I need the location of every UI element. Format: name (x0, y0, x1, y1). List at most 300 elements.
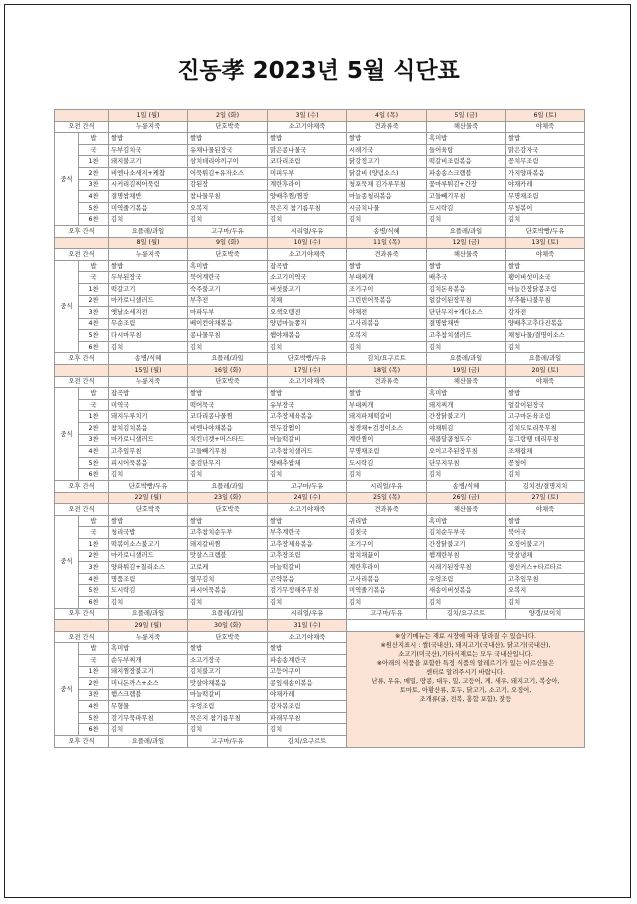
dish-cell: 꽃마루튀김+간장 (427, 179, 506, 191)
dish-cell: 계란찜이 (347, 434, 427, 446)
dish-type-label: 밥 (79, 515, 109, 527)
meal-row (55, 156, 585, 168)
dish-cell: 미역줄기볶음 (109, 202, 188, 214)
meal-row (55, 133, 585, 145)
morning-snack-cell: 견과류죽 (347, 249, 427, 261)
date-cell: 12일 (금) (427, 237, 506, 249)
dish-cell: 김치 (188, 469, 268, 481)
dish-cell: 파송송계란국 (268, 654, 347, 666)
dish-type-label: 4찬 (79, 318, 109, 330)
dish-cell: 오복지 (347, 330, 427, 342)
date-cell: 25일 (목) (347, 492, 427, 504)
dish-cell: 순두부찌개 (109, 654, 188, 666)
dish-cell: 김치 (427, 341, 506, 353)
dish-type-label: 3찬 (79, 434, 109, 446)
meal-row (55, 144, 585, 156)
dish-cell: 연두감쩜이 (268, 423, 347, 435)
dish-cell: 참치채끓이 (347, 550, 427, 562)
dish-cell: 돼지두루치기 (109, 411, 188, 423)
dish-type-label: 국 (79, 654, 109, 666)
dish-cell: 쌀밥 (268, 388, 347, 400)
dish-cell: 마늘떡갈비 (268, 562, 347, 574)
dish-cell: 김치돈육볶음 (427, 283, 506, 295)
morning-snack-cell: 견과류죽 (347, 121, 427, 133)
meal-row (55, 191, 585, 203)
meal-row (55, 423, 585, 435)
date-cell: 6일 (토) (506, 110, 585, 122)
dish-cell: 고추참치샐러드 (268, 446, 347, 458)
morning-snack-cell: 단호박죽 (188, 631, 268, 643)
dish-cell: 맛살스크램블 (188, 550, 268, 562)
dish-cell: 단단무지+개다소스 (427, 307, 506, 319)
dish-cell: 맑은감자국 (506, 144, 585, 156)
dish-type-label: 1찬 (79, 666, 109, 678)
afternoon-snack-cell: 김치/요구르트 (268, 736, 347, 748)
dish-cell: 쌀밥 (109, 260, 188, 272)
dish-cell: 무명채조림 (506, 191, 585, 203)
dish-cell: 도시락김 (427, 202, 506, 214)
date-row (55, 365, 585, 377)
dish-cell: 돼지불고기 (109, 156, 188, 168)
morning-snack-cell: 누룽지죽 (109, 249, 188, 261)
meal-row (55, 411, 585, 423)
dish-type-label: 4찬 (79, 446, 109, 458)
afternoon-snack-cell: 시리얼/우유 (268, 225, 347, 237)
afternoon-snack-row (55, 353, 585, 365)
notice-line: 센터로 알려주시기 바랍니다. (426, 668, 505, 676)
dish-cell: 양배추고추다진볶음 (506, 318, 585, 330)
dish-cell: 쌀밥 (506, 260, 585, 272)
dish-cell: 오색오뎅전 (268, 307, 347, 319)
dish-cell: 양배추쌈채 (268, 457, 347, 469)
date-row-corner (55, 110, 109, 122)
dish-cell: 종검단무지 (188, 457, 268, 469)
meal-row (55, 573, 585, 585)
dish-cell: 김치 (109, 724, 188, 736)
meal-row (55, 283, 585, 295)
dish-type-label: 국 (79, 144, 109, 156)
afternoon-snack-label: 오후 간식 (55, 736, 109, 748)
dish-cell: 흑미밥 (427, 388, 506, 400)
morning-snack-label: 오전 간식 (55, 121, 109, 133)
dish-cell: 떡어묵국 (188, 399, 268, 411)
dish-type-label: 1찬 (79, 411, 109, 423)
dish-cell: 닭강정고기 (347, 156, 427, 168)
afternoon-snack-cell: 김치/요구르트 (427, 608, 506, 620)
dish-cell: 부대찌개 (347, 272, 427, 284)
dish-cell: 비엔나야채볶음 (188, 423, 268, 435)
morning-snack-label: 오전 간식 (55, 631, 109, 643)
dish-cell: 단무지무침 (427, 457, 506, 469)
afternoon-snack-cell: 요플레/과일 (109, 608, 188, 620)
dish-cell: 김치 (268, 341, 347, 353)
dish-cell: 마카로니샐러드 (109, 550, 188, 562)
dish-cell: 팽이버섯미소국 (506, 272, 585, 284)
dish-cell: 야채전 (347, 307, 427, 319)
dish-cell: 고추장조림 (268, 550, 347, 562)
date-row-corner (55, 237, 109, 249)
dish-cell: 돼지찌개 (427, 399, 506, 411)
afternoon-snack-cell: 고구마/두유 (188, 225, 268, 237)
dish-cell: 오이고추된장무침 (427, 446, 506, 458)
dish-type-label: 2찬 (79, 678, 109, 690)
dish-cell: 숙주불고기 (188, 283, 268, 295)
dish-type-label: 3찬 (79, 307, 109, 319)
dish-cell: 김치도토리묵무침 (506, 423, 585, 435)
afternoon-snack-label: 오후 간식 (55, 608, 109, 620)
dish-cell: 얼갈이된장국 (506, 399, 585, 411)
dish-cell: 야채튀김 (427, 423, 506, 435)
dish-cell: 쌀밥 (188, 515, 268, 527)
dish-type-label: 1찬 (79, 538, 109, 550)
dish-cell: 얼갈이된장무침 (427, 295, 506, 307)
dish-cell: 고들빼기무침 (188, 446, 268, 458)
notice-line: 소고기(미국산),기타식재료는 모두 국내산입니다. (398, 650, 533, 658)
morning-snack-cell: 야채죽 (506, 504, 585, 516)
dish-cell: 부추튬니불무침 (506, 295, 585, 307)
dish-cell: 열무김치 (188, 573, 268, 585)
dish-cell: 베이컨야채볶음 (188, 318, 268, 330)
dish-cell: 조기구이 (347, 538, 427, 550)
dish-cell: 쌀밥 (506, 388, 585, 400)
dish-type-label: 국 (79, 272, 109, 284)
dish-cell: 돼지파채떡갈비 (347, 411, 427, 423)
dish-cell: 떡볶이소스불고기 (109, 538, 188, 550)
morning-snack-cell: 누룽지죽 (109, 376, 188, 388)
dish-cell: 오복지 (506, 585, 585, 597)
dish-cell: 무순조림 (109, 318, 188, 330)
meal-row (55, 272, 585, 284)
dish-type-label: 1찬 (79, 283, 109, 295)
dish-cell: 김치 (427, 214, 506, 226)
date-cell: 31일 (수) (268, 620, 347, 632)
dish-cell: 피시어묵볶음 (109, 457, 188, 469)
morning-snack-cell: 야채죽 (506, 376, 585, 388)
dish-cell: 고추장제육볶음 (268, 538, 347, 550)
dish-cell: 조채잡채 (506, 446, 585, 458)
dish-cell: 무청볶이 (506, 202, 585, 214)
meal-row (55, 202, 585, 214)
dish-cell: 맛살냉채 (506, 550, 585, 562)
dish-cell: 고구마돈육조림 (506, 411, 585, 423)
dish-type-label: 밥 (79, 133, 109, 145)
dish-cell: 김치 (347, 214, 427, 226)
date-row (55, 110, 585, 122)
notice-line: ※상기메뉴는 재료 시장에 따라 달라질 수 있습니다. (395, 632, 536, 640)
morning-snack-cell: 누룽지죽 (109, 631, 188, 643)
dish-cell: 생선커스+타르타르 (506, 562, 585, 574)
dish-cell: 김치 (506, 596, 585, 608)
afternoon-snack-cell: 단호박빵/두유 (268, 353, 347, 365)
dish-cell: 김치 (188, 596, 268, 608)
notice-line: 난류, 우유, 메밀, 땅콩, 대두, 밀, 고등어, 게, 새우, 돼지고기, 복숭아, (371, 677, 560, 685)
dish-cell: 채청나물/결명이소스 (506, 330, 585, 342)
dish-cell: 고등어구이 (268, 666, 347, 678)
dish-cell: 쌀밥 (268, 515, 347, 527)
dish-cell: 우엉조림 (188, 701, 268, 713)
dish-cell: 햄스크램블 (109, 689, 188, 701)
dish-cell: 고들빼기무침 (427, 191, 506, 203)
dish-cell: 시래기된장무침 (427, 562, 506, 574)
dish-cell: 귀리밥 (347, 515, 427, 527)
dish-cell: 마늘떡갈비 (268, 434, 347, 446)
date-cell: 4일 (목) (347, 110, 427, 122)
date-row (55, 237, 585, 249)
dish-cell: 김치 (427, 469, 506, 481)
dish-cell: 양념마늘쫑지 (268, 318, 347, 330)
dish-cell: 그린빈어묵볶음 (347, 295, 427, 307)
morning-snack-cell: 해산물죽 (427, 504, 506, 516)
dish-cell: 김치 (268, 469, 347, 481)
dish-cell: 김치 (268, 596, 347, 608)
morning-snack-row (55, 249, 585, 261)
dish-cell: 북어계란국 (188, 272, 268, 284)
dish-cell: 시커리김찌어묵림 (109, 179, 188, 191)
morning-snack-cell: 야채죽 (506, 121, 585, 133)
dish-type-label: 밥 (79, 388, 109, 400)
date-cell: 26일 (금) (427, 492, 506, 504)
dish-cell: 청리국밥 (109, 527, 188, 539)
dish-cell: 새콤달콤청도수 (427, 434, 506, 446)
dish-cell: 양파튀김+칠리소스 (109, 562, 188, 574)
morning-snack-row (55, 376, 585, 388)
dish-cell: 코다리콩나물찜 (188, 411, 268, 423)
dish-cell: 쌀밥 (188, 643, 268, 655)
lunch-label: 중식 (55, 388, 79, 481)
dish-cell: 마카로니샐러드 (109, 295, 188, 307)
afternoon-snack-row (55, 608, 585, 620)
dish-cell: 고로케 (188, 562, 268, 574)
dish-cell: 파래무무침 (268, 712, 347, 724)
dish-cell: 쌀밥 (268, 643, 347, 655)
morning-snack-cell: 소고기야채죽 (268, 376, 347, 388)
dish-cell: 김치 (109, 469, 188, 481)
dish-cell: 고추장제육볶음 (268, 411, 347, 423)
dish-cell: 어묵튀김+유자소스 (188, 167, 268, 179)
afternoon-snack-cell: 시리얼/우유 (347, 481, 427, 493)
dish-type-label: 5찬 (79, 330, 109, 342)
meal-row (55, 562, 585, 574)
afternoon-snack-cell: 고구마/두유 (347, 608, 427, 620)
date-cell: 5일 (금) (427, 110, 506, 122)
dish-cell: 햄계란부침 (427, 550, 506, 562)
morning-snack-cell: 소고기야채죽 (268, 121, 347, 133)
morning-snack-row (55, 121, 585, 133)
meal-row (55, 434, 585, 446)
date-cell: 15일 (월) (109, 365, 188, 377)
dish-type-label: 5찬 (79, 585, 109, 597)
dish-cell: 콩잎새송이볶음 (268, 678, 347, 690)
date-cell: 8일 (월) (109, 237, 188, 249)
morning-snack-cell: 단호박죽 (188, 376, 268, 388)
meal-row (55, 446, 585, 458)
afternoon-snack-cell: 요플레/과일 (109, 736, 188, 748)
dish-cell: 결명쌈채반 (109, 191, 188, 203)
meal-row (55, 167, 585, 179)
morning-snack-label: 오전 간식 (55, 504, 109, 516)
dish-cell: 닭갈비 (양념소스) (347, 167, 427, 179)
date-row-corner (55, 620, 109, 632)
date-cell: 20일 (토) (506, 365, 585, 377)
date-cell: 22일 (월) (109, 492, 188, 504)
date-cell: 3일 (수) (268, 110, 347, 122)
morning-snack-cell: 단호박죽 (188, 121, 268, 133)
dish-cell: 북어국 (506, 527, 585, 539)
dish-cell: 고사리볶음 (347, 573, 427, 585)
afternoon-snack-cell: 요플레/과일 (188, 353, 268, 365)
afternoon-snack-cell: 송병/식혜 (347, 225, 427, 237)
morning-snack-cell: 단호박죽 (188, 504, 268, 516)
afternoon-snack-row (55, 481, 585, 493)
dish-cell: 파송송스크램블 (427, 167, 506, 179)
dish-cell: 김치 (427, 596, 506, 608)
dish-cell: 맛살야채볶음 (188, 678, 268, 690)
dish-type-label: 4찬 (79, 573, 109, 585)
dish-cell: 시래기국 (347, 144, 427, 156)
dish-cell: 흑미밥 (109, 643, 188, 655)
dish-cell: 감자볶조림 (268, 701, 347, 713)
afternoon-snack-cell: 요플레/과일 (109, 225, 188, 237)
afternoon-snack-cell: 송병/식혜 (427, 481, 506, 493)
date-cell: 30일 (화) (188, 620, 268, 632)
afternoon-snack-cell: 고구마/두유 (188, 736, 268, 748)
dish-cell: 소고기장국 (188, 654, 268, 666)
dish-cell: 결명쌈채반 (427, 318, 506, 330)
afternoon-snack-cell: 단호박빵/두유 (109, 481, 188, 493)
meal-row (55, 318, 585, 330)
dish-type-label: 2찬 (79, 550, 109, 562)
dish-type-label: 6찬 (79, 596, 109, 608)
date-row-corner (55, 365, 109, 377)
dish-cell: 마파두부 (188, 307, 268, 319)
dish-cell: 고추참치순두부 (188, 527, 268, 539)
morning-snack-cell: 소고기야채죽 (268, 631, 347, 643)
morning-snack-cell: 소고기야채죽 (268, 249, 347, 261)
dish-cell: 콩나물무침 (188, 330, 268, 342)
meal-row (55, 550, 585, 562)
dish-cell: 부대찌개 (347, 399, 427, 411)
dish-cell: 김치 (347, 341, 427, 353)
afternoon-snack-cell: 요플레/과일 (188, 481, 268, 493)
menu-table (54, 109, 585, 748)
dish-type-label: 6찬 (79, 214, 109, 226)
dish-type-label: 6찬 (79, 469, 109, 481)
dish-cell: 치채 (268, 295, 347, 307)
meal-row (55, 538, 585, 550)
afternoon-snack-cell: 김치/요구르트 (347, 353, 427, 365)
dish-cell: 흑미밥 (427, 515, 506, 527)
dish-type-label: 6찬 (79, 341, 109, 353)
meal-row (55, 515, 585, 527)
date-cell: 10일 (수) (268, 237, 347, 249)
dish-cell: 다시마무침 (109, 330, 188, 342)
dish-cell: 김치 (109, 341, 188, 353)
afternoon-snack-cell: 요플레/과일 (427, 353, 506, 365)
date-cell: 29일 (월) (109, 620, 188, 632)
morning-snack-cell: 해산물죽 (427, 121, 506, 133)
date-cell: 1일 (월) (109, 110, 188, 122)
dish-cell: 야채카레 (268, 689, 347, 701)
dish-cell: 김치 (506, 341, 585, 353)
dish-type-label: 밥 (79, 643, 109, 655)
afternoon-snack-cell: 고구마/두유 (268, 481, 347, 493)
morning-snack-cell: 견과류죽 (347, 504, 427, 516)
notice-box (347, 631, 585, 747)
dish-cell: 치킨너겟+머스타드 (188, 434, 268, 446)
dish-cell: 쌀밥 (347, 133, 427, 145)
dish-cell: 소고기미역국 (268, 272, 347, 284)
dish-cell: 묵은지 참기름무침 (188, 712, 268, 724)
date-cell: 9일 (화) (188, 237, 268, 249)
morning-snack-label: 오전 간식 (55, 249, 109, 261)
meal-row (55, 388, 585, 400)
dish-cell: 김치 (347, 596, 427, 608)
meal-row (55, 457, 585, 469)
dish-cell: 야채카레 (506, 179, 585, 191)
meal-row (55, 596, 585, 608)
morning-snack-cell: 해산물죽 (427, 249, 506, 261)
date-cell: 23일 (화) (188, 492, 268, 504)
afternoon-snack-cell: 요플레/과일 (188, 608, 268, 620)
dish-cell: 햄야채볶음 (268, 330, 347, 342)
dish-cell: 검기무묵파무침 (109, 712, 188, 724)
dish-cell: 도시락김 (347, 457, 427, 469)
dish-cell: 새송이버섯볶음 (427, 585, 506, 597)
dish-cell: 김치불고기 (188, 666, 268, 678)
afternoon-snack-label: 오후 간식 (55, 353, 109, 365)
dish-type-label: 밥 (79, 260, 109, 272)
dish-cell: 미역줄기볶음 (347, 585, 427, 597)
dish-cell: 유부장국 (268, 399, 347, 411)
morning-snack-cell: 견과류죽 (347, 376, 427, 388)
dish-type-label: 5찬 (79, 202, 109, 214)
date-cell: 18일 (목) (347, 365, 427, 377)
dish-cell: 김치 (109, 214, 188, 226)
dish-type-label: 6찬 (79, 724, 109, 736)
dish-cell: 미역국 (109, 399, 188, 411)
dish-cell: 마늘간장닭봉조림 (506, 283, 585, 295)
morning-snack-cell: 야채죽 (506, 249, 585, 261)
dish-cell: 비엔나소세지+케찹 (109, 167, 188, 179)
dish-cell: 미피두부 (268, 167, 347, 179)
meal-row (55, 341, 585, 353)
date-row-corner (55, 492, 109, 504)
dish-cell: 묵은지 참기름무침 (268, 202, 347, 214)
afternoon-snack-cell: 단호박빵/두유 (506, 225, 585, 237)
dish-cell: 마늘종청리볶음 (347, 191, 427, 203)
empty-cell (347, 620, 585, 632)
notice-line: 조개류(굴, 전복, 홍합 포함), 잣등 (419, 695, 512, 703)
dish-cell: 고추참치샐러드 (427, 330, 506, 342)
dish-cell: 떡갈고기 (109, 283, 188, 295)
dish-cell: 떡갈비조림볶음 (427, 156, 506, 168)
meal-row (55, 307, 585, 319)
lunch-label: 중식 (55, 515, 79, 608)
dish-cell: 김치순두부국 (427, 527, 506, 539)
dish-cell: 들어육탕 (427, 144, 506, 156)
dish-cell: 김치 (506, 214, 585, 226)
date-cell: 17일 (수) (268, 365, 347, 377)
dish-cell: 시금치나물 (347, 202, 427, 214)
afternoon-snack-cell: 김치전/결명지치 (506, 481, 585, 493)
afternoon-snack-cell: 요플레/과일 (427, 225, 506, 237)
dish-cell: 김치 (188, 341, 268, 353)
date-row (55, 620, 585, 632)
dish-cell: 꽁치무조림 (506, 156, 585, 168)
meal-row (55, 585, 585, 597)
dish-cell: 오징어불고기 (506, 538, 585, 550)
dish-cell: 김치 (506, 469, 585, 481)
